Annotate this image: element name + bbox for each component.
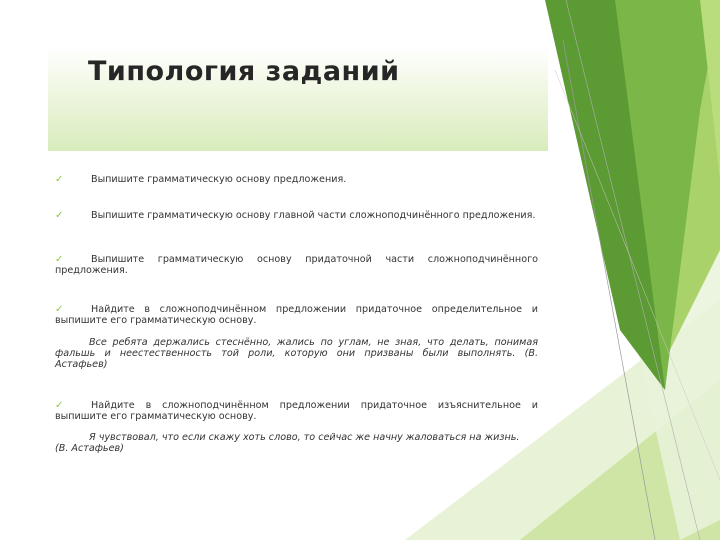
example-1-line-3: Астафьев) <box>55 359 108 370</box>
check-icon: ✓ <box>55 304 64 315</box>
example-2-line-1: Я чувствовал, что если скажу хоть слово, то сейчас же начну жаловаться на жизнь. <box>89 432 520 443</box>
item-4-line-2: выпишите его грамматическую основу. <box>55 315 257 326</box>
item-5-line-2: выпишите его грамматическую основу. <box>55 411 257 422</box>
item-2-text: Выпишите грамматическую основу главной части сложноподчинённого предложения. <box>91 210 536 221</box>
example-1-line-1: Все ребята держались стеснённо, жались по углам, не зная, что делать, понимая <box>89 337 538 348</box>
example-1-line-2: фальшь и неестественность той роли, которую они призваны были выполнять. (В. <box>55 348 538 359</box>
check-icon: ✓ <box>55 174 64 185</box>
item-4 <box>55 304 538 326</box>
example-1 <box>55 337 538 370</box>
item-2 <box>55 210 538 221</box>
item-4-line-1: ✓ Найдите в сложноподчинённом предложении придаточное определительное и <box>55 304 538 315</box>
item-5-line-1: ✓ Найдите в сложноподчинённом предложении придаточное изъяснительное и <box>55 400 538 411</box>
check-icon: ✓ <box>55 400 64 411</box>
item-1-text: Выпишите грамматическую основу предложения. <box>91 174 347 185</box>
example-2-line-2: (В. Астафьев) <box>55 443 124 454</box>
item-3-line-1: ✓ Выпишите грамматическую основу придаточной части сложноподчинённого <box>55 254 538 265</box>
check-icon: ✓ <box>55 210 64 221</box>
item-5 <box>55 400 538 422</box>
slide-title: Типология заданий <box>88 56 400 87</box>
check-icon: ✓ <box>55 254 64 265</box>
item-3 <box>55 254 538 276</box>
example-2 <box>55 432 538 454</box>
item-3-line-2: предложения. <box>55 265 128 276</box>
item-1 <box>55 174 538 185</box>
